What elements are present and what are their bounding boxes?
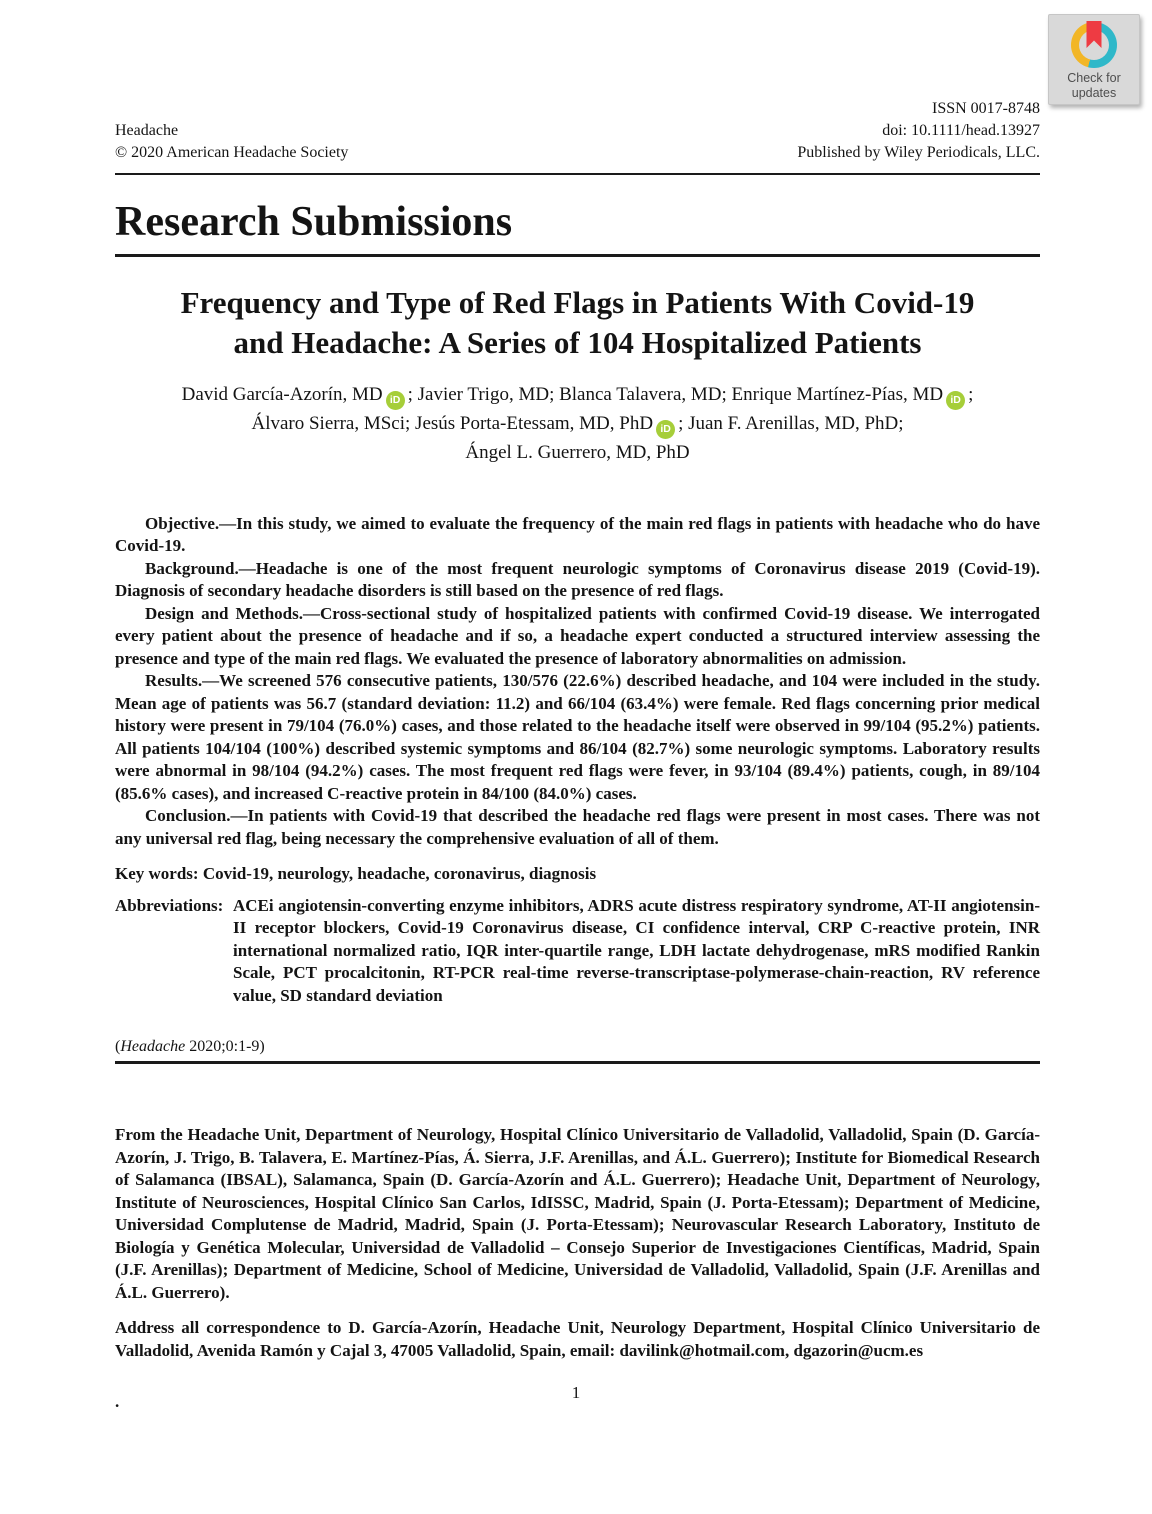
keywords-line: Key words: Covid-19, neurology, headache, coronavirus, diagnosis [115,864,597,884]
author-byline [115,381,1040,467]
abstract [115,513,1040,851]
author-name: Ángel L. Guerrero, MD, PhD [465,441,690,463]
masthead-right [797,98,1040,164]
abbreviations-label: Abbreviations: [115,895,224,915]
author-name: Álvaro Sierra, MSci; Jesús Porta-Etessam, MD, PhD [251,412,654,434]
author-line-1 [115,381,1040,410]
section-heading-rule [115,254,1040,257]
abstract-conclusion: Conclusion.—In patients with Covid-19 that described the headache red flags were present in most cases. There was not any universal red flag, being necessary the comprehensive evaluation of all of them. [115,806,1040,848]
abbreviations-block [115,895,1040,1008]
orcid-icon[interactable]: iD [656,420,675,439]
abstract-background: Background.—Headache is one of the most frequent neurologic symptoms of Coronavirus disease 2019 (Covid-19). Diagnosis of secondary headache disorders is still based on the presence of red flags. [115,558,1040,601]
author-name: David García-Azorín, MD [181,383,383,405]
masthead-left [115,120,348,164]
citation-volume-pages: 2020;0:1-9) [185,1038,265,1056]
author-line-2 [115,410,1040,439]
abstract-results: Results.—We screened 576 consecutive patients, 130/576 (22.6%) described headache, and 104 were included in the study. Mean age of patients was 56.7 (standard deviation: 11.2) and 66/104 (63.4%) were female. Red flags concerning prior medical history were present in 79/104 (76.0%) cases, and those related to the headache itself were observed in 99/104 (95.2%) patients. All patients 104/104 (100%) described systemic symptoms and 86/104 (82.7%) some neurologic symptoms. Laboratory results were abnormal in 98/104 (94.2%) cases. The most frequent red flags were fever, in 93/104 (89.4%) patients, cough, in 89/104 (85.6% cases), and increased C-reactive protein in 84/100 (84.0%) cases. [115,671,1040,803]
section-heading: Research Submissions [115,199,513,245]
page-number: 1 [571,1383,581,1402]
check-for-updates-label-line1: Check for [1067,71,1121,85]
article-title-line2: and Headache: A Series of 104 Hospitalized Patients [233,324,922,360]
issn-line: ISSN 0017-8748 [931,100,1040,117]
correspondence-paragraph: Address all correspondence to D. García-Azorín, Headache Unit, Neurology Department, Hospital Clínico Universitario de Valladolid, Avenida Ramón y Cajal 3, 47005 Valladolid, Spain, email: davilink@hotmail.com, dgazorin@ucm.es [115,1318,1040,1360]
author-separator: ; [968,383,974,405]
citation-journal: Headache [120,1038,186,1056]
citation-open: ( [115,1038,121,1056]
masthead [115,0,1040,164]
orcid-icon[interactable]: iD [946,391,965,410]
citation-rule [115,1061,1040,1064]
article-title-line1: Frequency and Type of Red Flags in Patients With Covid-19 [180,285,975,321]
article-title [135,283,1020,362]
abstract-objective: Objective.—In this study, we aimed to evaluate the frequency of the main red flags in patients with headache who do have Covid-19. [115,513,1040,556]
copyright-line: © 2020 American Headache Society [115,144,349,161]
journal-name: Headache [115,122,179,139]
crossmark-logo-icon [1071,22,1117,68]
author-name: ; Javier Trigo, MD; Blanca Talavera, MD; Enrique Martínez-Pías, MD [407,383,944,405]
orcid-icon[interactable]: iD [386,391,405,410]
abstract-design-methods: Design and Methods.—Cross-sectional study of hospitalized patients with confirmed Covid-19 disease. We interrogated every patient about the presence of headache and if so, a headache expert conducted a structured interview assessing the presence and type of the main red flags. We evaluated the presence of laboratory abnormalities on admission. [115,603,1040,668]
author-name: ; Juan F. Arenillas, MD, PhD; [678,412,904,434]
publisher-line: Published by Wiley Periodicals, LLC. [797,144,1040,161]
abbreviations-text: ACEi angiotensin-converting enzyme inhibitors, ADRS acute distress respiratory syndrome, AT-II angiotensin-II receptor blockers, Covid-19 Coronavirus disease, CI confidence interval, CRP C-reactive protein, INR international normalized ratio, IQR inter-quartile range, LDH lactate dehydrogenase, mRS modified Rankin Scale, PCT procalcitonin, RT-PCR real-time reverse-transcriptase-polymerase-chain-reaction, RV reference value, SD standard deviation [233,895,1040,1005]
masthead-rule [115,173,1040,175]
check-for-updates-label-line2: updates [1071,86,1117,100]
check-for-updates-badge[interactable] [1048,14,1140,105]
check-for-updates-label [1067,71,1121,101]
doi-line: doi: 10.1111/head.13927 [882,122,1040,139]
citation-line [115,1037,1040,1057]
author-line-3 [115,439,1040,467]
stray-period: . [115,1392,120,1412]
affiliations-paragraph: From the Headache Unit, Department of Neurology, Hospital Clínico Universitario de Valladolid, Valladolid, Spain (D. García-Azorín, J. Trigo, B. Talavera, E. Martínez-Pías, Á. Sierra, J.F. Arenillas, and Á.L. Guerrero); Institute for Biomedical Research of Salamanca (IBSAL), Salamanca, Spain (D. García-Azorín and Á.L. Guerrero); Headache Unit, Department of Neurology, Institute of Neurosciences, Hospital Clínico San Carlos, IdISSC, Madrid, Spain (J. Porta-Etessam); Department of Medicine, Universidad Complutense de Madrid, Madrid, Spain (J. Porta-Etessam); Neurovascular Research Laboratory, Instituto de Biología y Genética Molecular, Universidad de Valladolid – Consejo Superior de Investigaciones Científicas, Madrid, Spain (J.F. Arenillas); Department of Medicine, School of Medicine, Universidad de Valladolid, Valladolid, Spain (J.F. Arenillas and Á.L. Guerrero). [115,1125,1040,1302]
